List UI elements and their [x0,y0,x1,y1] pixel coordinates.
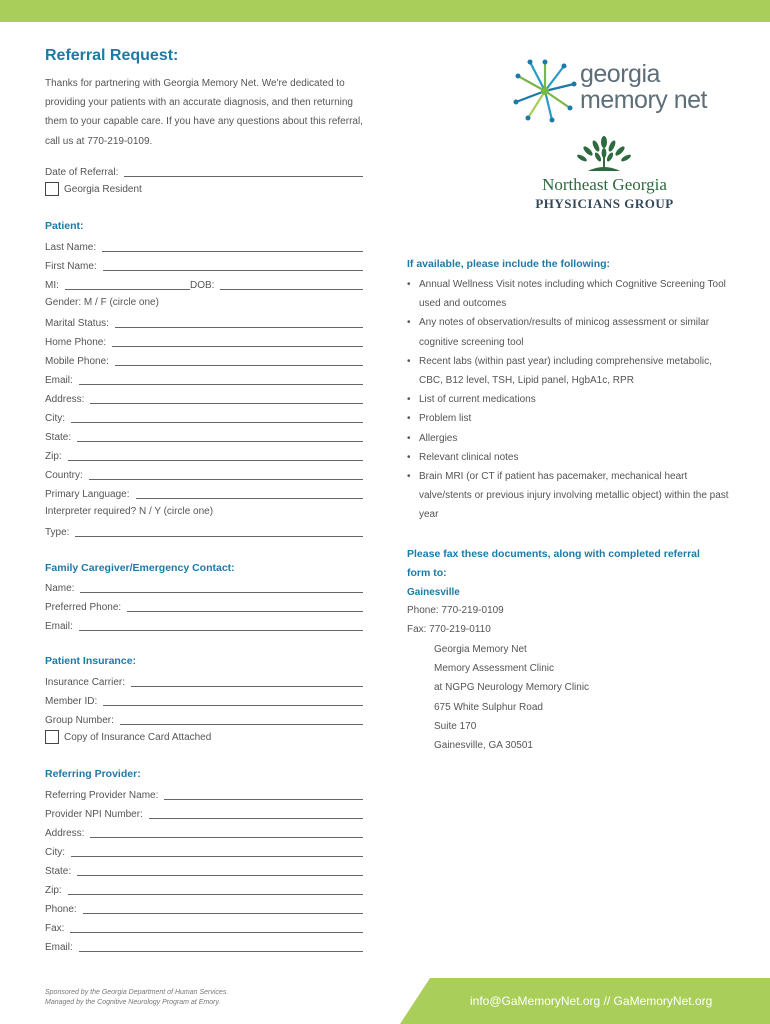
home-phone-label: Home Phone: [45,337,107,348]
provider-city-label: City: [45,847,65,858]
insurance-carrier-line[interactable] [131,686,363,687]
provider-address-label: Address: [45,828,85,839]
member-id-field[interactable] [45,692,363,708]
mobile-phone-line[interactable] [115,365,363,366]
patient-city-field[interactable] [45,409,363,425]
patient-country-field[interactable] [45,466,363,482]
intro-paragraph: Thanks for partnering with Georgia Memory Net. We're dedicated to providing your patients with an accurate diagnosis, and then returning them to your capable care. If you have any questions about this referral, call us at 770-219-0109. [45,78,363,147]
caregiver-name-line[interactable] [80,592,363,593]
provider-npi-field[interactable] [45,805,363,821]
provider-email-label: Email: [45,942,73,953]
provider-phone-label: Phone: [45,904,77,915]
address-line: Memory Assessment Clinic [434,663,555,675]
list-item: • Recent labs (within past year) including comprehensive metabolic, CBC, B12 level, TSH, Lipid panel, HgbA1c, RPR [407,352,737,390]
provider-phone-line[interactable] [83,913,363,914]
provider-address-line[interactable] [90,837,363,838]
patient-zip-label: Zip: [45,451,62,462]
provider-address-field[interactable] [45,824,363,840]
dob-field[interactable] [190,276,363,292]
caregiver-name-field[interactable] [45,579,363,595]
member-id-line[interactable] [103,705,363,706]
georgia-resident-checkbox[interactable] [45,182,142,196]
address-line: at NGPG Neurology Memory Clinic [434,682,590,694]
provider-state-label: State: [45,866,72,877]
date-of-referral-label: Date of Referral: [45,167,119,178]
patient-zip-line[interactable] [68,460,363,461]
caregiver-phone-field[interactable] [45,598,363,614]
insurance-carrier-label: Insurance Carrier: [45,677,126,688]
sponsor-line: Managed by the Cognitive Neurology Program at Emory. [45,999,221,1006]
caregiver-heading: Family Caregiver/Emergency Contact: [45,562,235,574]
patient-state-label: State: [45,432,72,443]
address-line: Gainesville, GA 30501 [434,740,533,752]
include-heading: If available, please include the following: [407,258,611,270]
insurance-card-label: Copy of Insurance Card Attached [64,731,212,743]
patient-email-label: Email: [45,375,73,386]
address-line: Georgia Memory Net [434,644,527,655]
starburst-icon [512,58,578,124]
insurance-card-checkbox[interactable] [45,730,211,744]
provider-email-line[interactable] [79,951,363,952]
group-number-line[interactable] [120,724,363,725]
top-accent-bar [0,0,770,22]
list-item: • Any notes of observation/results of minicog assessment or similar cognitive screening tool [407,313,737,351]
list-item: • Brain MRI (or CT if patient has pacemaker, mechanical heart valve/stents or previous injury involving metallic object) within the past year [407,467,737,525]
insurance-carrier-field[interactable] [45,673,363,689]
marital-status-field[interactable] [45,314,363,330]
provider-fax-label: Fax: [45,923,65,934]
patient-country-line[interactable] [89,479,363,480]
mobile-phone-label: Mobile Phone: [45,356,109,367]
interpreter-type-label: Type: [45,527,70,538]
patient-email-line[interactable] [79,384,363,385]
caregiver-name-label: Name: [45,583,75,594]
date-of-referral-field[interactable] [45,163,363,179]
interpreter-field[interactable]: Interpreter required? N / Y (circle one) [45,506,214,517]
provider-heading: Referring Provider: [45,768,141,780]
patient-city-label: City: [45,413,65,424]
group-number-label: Group Number: [45,715,114,726]
mi-label: MI: [45,280,59,291]
patient-state-line[interactable] [77,441,363,442]
provider-fax-line[interactable] [70,932,363,933]
last-name-field[interactable] [45,238,363,254]
primary-language-label: Primary Language: [45,489,130,500]
patient-zip-field[interactable] [45,447,363,463]
last-name-line[interactable] [102,251,363,252]
provider-npi-label: Provider NPI Number: [45,809,143,820]
georgia-resident-label: Georgia Resident [64,183,142,195]
leaf-tree-icon [574,135,634,175]
clinic-address [434,640,589,755]
primary-language-field[interactable] [45,485,363,501]
list-item: • Problem list [407,409,737,428]
provider-name-field[interactable] [45,786,363,802]
first-name-line[interactable] [103,270,363,271]
primary-language-line[interactable] [136,498,364,499]
fax-heading-line1: Please fax these documents, along with completed referral [407,548,700,560]
insurance-heading: Patient Insurance: [45,655,137,667]
interpreter-type-line[interactable] [75,536,363,537]
sponsor-note [45,988,228,1008]
caregiver-phone-line[interactable] [127,611,363,612]
first-name-field[interactable] [45,257,363,273]
ngpg-subname: PHYSICIANS GROUP [535,196,674,211]
patient-address-label: Address: [45,394,85,405]
provider-state-field[interactable] [45,862,363,878]
include-list [407,275,737,525]
dob-label: DOB: [190,280,215,291]
caregiver-phone-label: Preferred Phone: [45,602,122,613]
address-line: 675 White Sulphur Road [434,701,543,713]
member-id-label: Member ID: [45,696,98,707]
date-of-referral-line[interactable] [124,176,363,177]
mobile-phone-field[interactable] [45,352,363,368]
provider-name-line[interactable] [164,799,363,800]
ngpg-name: Northeast Georgia [542,175,667,194]
address-line: Suite 170 [434,720,477,732]
patient-address-line[interactable] [90,403,363,404]
interpreter-type-field[interactable] [45,523,363,539]
last-name-label: Last Name: [45,242,97,253]
patient-country-label: Country: [45,470,83,481]
marital-status-label: Marital Status: [45,318,109,329]
patient-email-field[interactable] [45,371,363,387]
provider-email-field[interactable] [45,938,363,954]
dob-line[interactable] [220,289,363,290]
mi-field[interactable] [45,276,190,292]
fax-phone: Phone: 770-219-0109 [407,605,504,616]
list-item: • Allergies [407,429,737,448]
georgia-memory-net-logo [512,58,717,124]
list-item: • List of current medications [407,390,737,409]
fax-heading-line2: form to: [407,567,447,579]
provider-phone-field[interactable] [45,900,363,916]
list-item: • Relevant clinical notes [407,448,737,467]
checkbox-box[interactable] [45,182,59,196]
patient-state-field[interactable] [45,428,363,444]
patient-heading: Patient: [45,220,84,232]
provider-zip-field[interactable] [45,881,363,897]
caregiver-email-field[interactable] [45,617,363,633]
caregiver-email-label: Email: [45,621,73,632]
marital-status-line[interactable] [115,327,363,328]
page-title: Referral Request: [45,47,179,64]
footer-contact-link[interactable]: info@GaMemoryNet.org // GaMemoryNet.org [470,994,713,1008]
patient-city-line[interactable] [71,422,363,423]
provider-state-line[interactable] [77,875,363,876]
provider-name-label: Referring Provider Name: [45,790,159,801]
fax-number: Fax: 770-219-0110 [407,624,491,635]
mi-line[interactable] [65,289,190,290]
patient-address-field[interactable] [45,390,363,406]
provider-npi-line[interactable] [149,818,363,819]
provider-city-field[interactable] [45,843,363,859]
provider-zip-label: Zip: [45,885,62,896]
checkbox-box[interactable] [45,730,59,744]
gender-field[interactable]: Gender: M / F (circle one) [45,297,159,308]
logo-text-georgia: georgia [580,60,660,88]
group-number-field[interactable] [45,711,363,727]
home-phone-field[interactable] [45,333,363,349]
caregiver-email-line[interactable] [79,630,363,631]
ngpg-logo [527,135,682,215]
provider-city-line[interactable] [71,856,363,857]
logo-text-memory-net: memory net [580,86,707,114]
first-name-label: First Name: [45,261,97,272]
provider-zip-line[interactable] [68,894,363,895]
home-phone-line[interactable] [112,346,363,347]
sponsor-line: Sponsored by the Georgia Department of Human Services. [45,989,229,996]
fax-location: Gainesville [407,587,460,598]
list-item: • Annual Wellness Visit notes including which Cognitive Screening Tool used and outcomes [407,275,737,313]
provider-fax-field[interactable] [45,919,363,935]
